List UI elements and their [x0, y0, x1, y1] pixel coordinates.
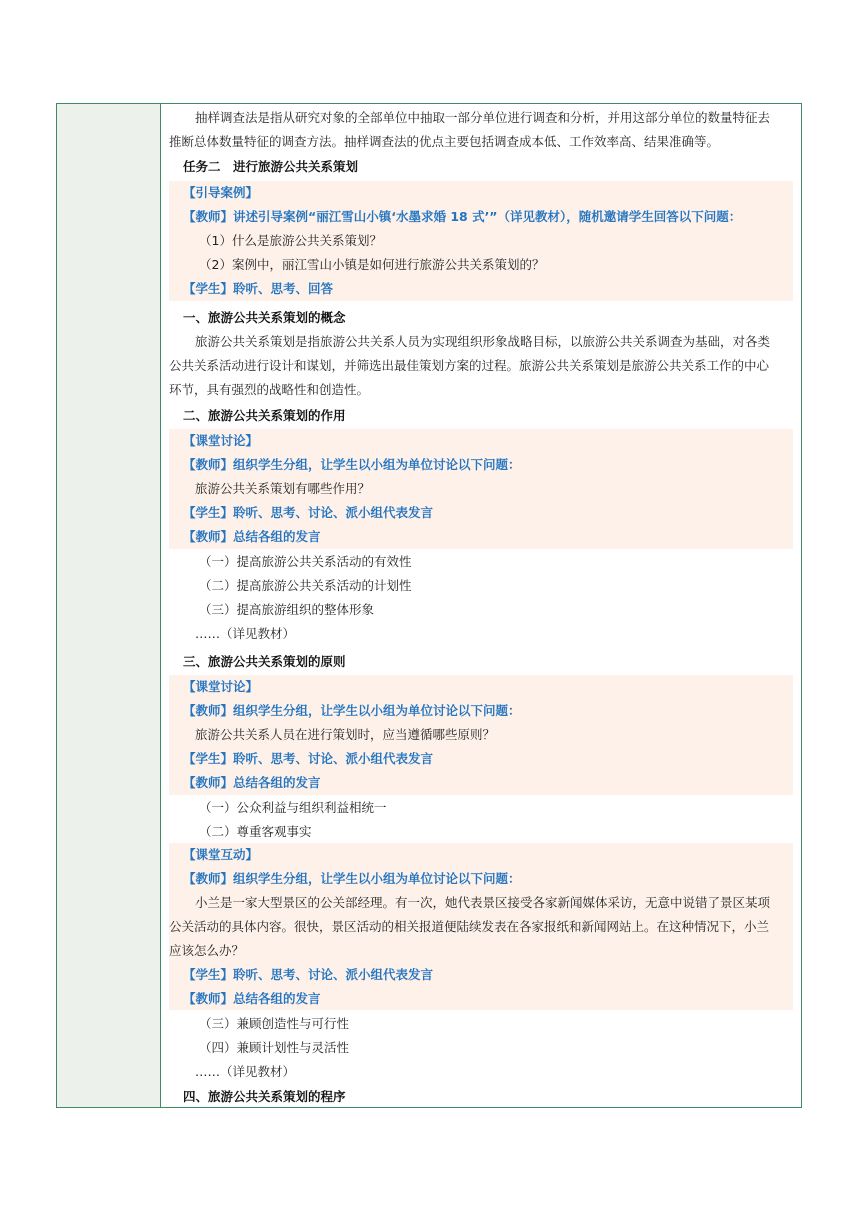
case-paragraph: 应该怎么办？ — [169, 943, 245, 958]
student-activity: 【学生】聆听、思考、回答 — [183, 281, 334, 296]
body-paragraph: 推断总体数量特征的调查方法。抽样调查法的优点主要包括调查成本低、工作效率高、结果准确等。 — [169, 134, 720, 149]
table-label-column — [57, 104, 161, 1107]
table-content-column — [161, 104, 801, 1107]
lesson-table — [56, 103, 802, 1108]
list-item: ……（详见教材） — [195, 1064, 296, 1079]
question-item: 旅游公共关系策划有哪些作用？ — [195, 481, 371, 496]
teacher-summary: 【教师】总结各组的发言 — [183, 775, 321, 790]
teacher-instruction: 【教师】组织学生分组，让学生以小组为单位讨论以下问题： — [183, 703, 521, 718]
body-paragraph: 环节，具有强烈的战略性和创造性。 — [169, 382, 370, 397]
question-item: （1）什么是旅游公共关系策划？ — [199, 233, 382, 248]
student-activity: 【学生】聆听、思考、讨论、派小组代表发言 — [183, 751, 434, 766]
section-heading: 四、旅游公共关系策划的程序 — [183, 1089, 346, 1104]
list-item: （二）尊重客观事实 — [199, 824, 312, 839]
teacher-instruction: 【教师】组织学生分组，让学生以小组为单位讨论以下问题： — [183, 457, 521, 472]
question-item: 旅游公共关系人员在进行策划时，应当遵循哪些原则？ — [195, 727, 496, 742]
list-item: ……（详见教材） — [195, 626, 296, 641]
list-item: （三）提高旅游组织的整体形象 — [199, 602, 375, 617]
list-item: （一）公众利益与组织利益相统一 — [199, 800, 387, 815]
student-activity: 【学生】聆听、思考、讨论、派小组代表发言 — [183, 505, 434, 520]
case-paragraph: 小兰是一家大型景区的公关部经理。有一次，她代表景区接受各家新闻媒体采访，无意中说错了景区某项 — [195, 895, 771, 910]
list-item: （二）提高旅游公共关系活动的计划性 — [199, 578, 412, 593]
section-tag: 【课堂互动】 — [183, 847, 259, 862]
teacher-instruction: 【教师】讲述引导案例“丽江雪山小镇‘水墨求婚 18 式’”（详见教材），随机邀请学生回答以下问题： — [183, 209, 742, 224]
section-heading: 二、旅游公共关系策划的作用 — [183, 408, 346, 423]
teacher-summary: 【教师】总结各组的发言 — [183, 991, 321, 1006]
student-activity: 【学生】聆听、思考、讨论、派小组代表发言 — [183, 967, 434, 982]
list-item: （三）兼顾创造性与可行性 — [199, 1016, 350, 1031]
section-heading: 一、旅游公共关系策划的概念 — [183, 310, 346, 325]
case-paragraph: 公关活动的具体内容。很快，景区活动的相关报道便陆续发表在各家报纸和新闻网站上。在这种情况下，小兰 — [169, 919, 770, 934]
section-tag: 【课堂讨论】 — [183, 679, 259, 694]
body-paragraph: 抽样调查法是指从研究对象的全部单位中抽取一部分单位进行调查和分析，并用这部分单位的数量特征去 — [195, 110, 771, 125]
teacher-summary: 【教师】总结各组的发言 — [183, 529, 321, 544]
section-tag: 【课堂讨论】 — [183, 433, 259, 448]
list-item: （四）兼顾计划性与灵活性 — [199, 1040, 350, 1055]
body-paragraph: 公共关系活动进行设计和谋划，并筛选出最佳策划方案的过程。旅游公共关系策划是旅游公共关系工作的中心 — [169, 358, 770, 373]
section-heading: 三、旅游公共关系策划的原则 — [183, 654, 346, 669]
teacher-instruction: 【教师】组织学生分组，让学生以小组为单位讨论以下问题： — [183, 871, 521, 886]
list-item: （一）提高旅游公共关系活动的有效性 — [199, 554, 412, 569]
body-paragraph: 旅游公共关系策划是指旅游公共关系人员为实现组织形象战略目标，以旅游公共关系调查为基础，对各类 — [195, 334, 771, 349]
task-heading: 任务二 进行旅游公共关系策划 — [183, 159, 359, 174]
section-tag: 【引导案例】 — [183, 185, 259, 200]
question-item: （2）案例中，丽江雪山小镇是如何进行旅游公共关系策划的？ — [199, 257, 545, 272]
